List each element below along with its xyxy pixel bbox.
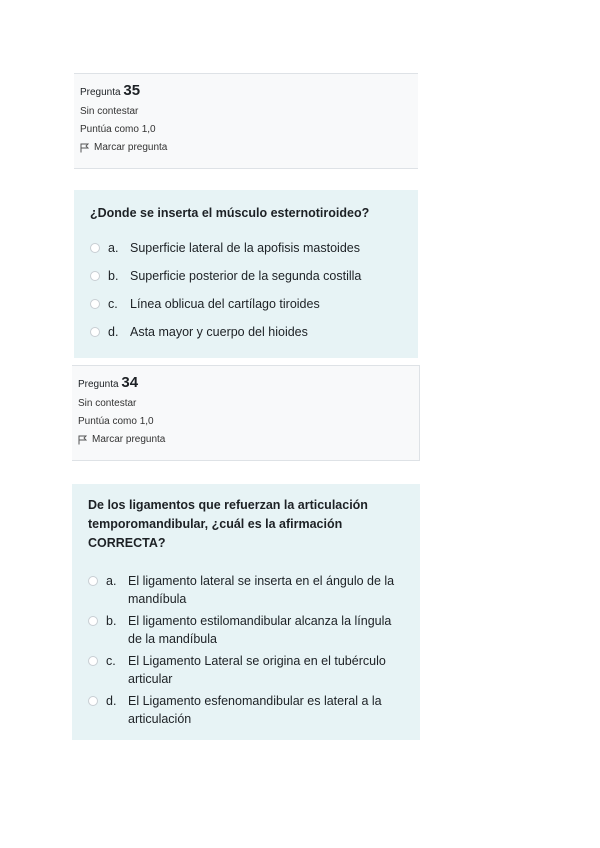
question-points: Puntúa como 1,0	[80, 124, 156, 135]
question-status: Sin contestar	[78, 398, 137, 409]
radio-button[interactable]	[88, 616, 98, 626]
question-text: ¿Donde se inserta el músculo esternotiroideo?	[90, 206, 370, 220]
question-content-34	[72, 484, 420, 740]
question-number-value: 35	[123, 82, 141, 99]
question-number-value: 34	[121, 374, 139, 391]
radio-button[interactable]	[88, 576, 98, 586]
radio-button[interactable]	[88, 696, 98, 706]
flag-question-label: Marcar pregunta	[94, 142, 168, 153]
answer-option-b[interactable]	[90, 267, 404, 285]
answer-letter: a.	[108, 241, 119, 255]
answer-text: El Ligamento esfenomandibular es lateral a la articulación	[128, 694, 382, 726]
answer-text: Superficie posterior de la segunda costilla	[130, 269, 362, 283]
answer-text: El ligamento estilomandibular alcanza la língula de la mandíbula	[128, 614, 392, 646]
answer-option-d[interactable]	[88, 692, 406, 728]
answer-letter: d.	[106, 694, 117, 708]
answer-option-b[interactable]	[88, 612, 406, 648]
radio-button[interactable]	[90, 271, 100, 281]
answer-text: Asta mayor y cuerpo del hioides	[130, 325, 308, 339]
answer-option-a[interactable]	[90, 239, 404, 257]
answer-list	[90, 239, 404, 341]
radio-button[interactable]	[90, 327, 100, 337]
question-info-34	[72, 365, 420, 461]
question-text: De los ligamentos que refuerzan la articulación temporomandibular, ¿cuál es la afirmación CORRECTA?	[88, 498, 368, 550]
question-number-prefix: Pregunta	[78, 379, 119, 390]
question-number-prefix: Pregunta	[80, 87, 121, 98]
question-info-35	[74, 73, 418, 169]
answer-option-c[interactable]	[88, 652, 406, 688]
question-status: Sin contestar	[80, 106, 139, 117]
answer-letter: c.	[106, 654, 116, 668]
flag-question-label: Marcar pregunta	[92, 434, 166, 445]
answer-list	[88, 572, 406, 728]
flag-question-link[interactable]	[78, 434, 413, 445]
answer-text: El ligamento lateral se inserta en el ángulo de la mandíbula	[128, 574, 395, 606]
question-number	[80, 82, 412, 99]
answer-text: El Ligamento Lateral se origina en el tubérculo articular	[128, 654, 386, 686]
answer-option-a[interactable]	[88, 572, 406, 608]
answer-option-c[interactable]	[90, 295, 404, 313]
radio-button[interactable]	[90, 243, 100, 253]
answer-text: Línea oblicua del cartílago tiroides	[130, 297, 320, 311]
answer-letter: a.	[106, 574, 117, 588]
answer-letter: b.	[106, 614, 117, 628]
flag-question-link[interactable]	[80, 142, 412, 153]
radio-button[interactable]	[90, 299, 100, 309]
answer-option-d[interactable]	[90, 323, 404, 341]
question-content-35	[74, 190, 418, 358]
question-points: Puntúa como 1,0	[78, 416, 154, 427]
answer-letter: c.	[108, 297, 118, 311]
answer-letter: b.	[108, 269, 119, 283]
radio-button[interactable]	[88, 656, 98, 666]
answer-letter: d.	[108, 325, 119, 339]
flag-icon	[78, 435, 87, 445]
question-number	[78, 374, 413, 391]
answer-text: Superficie lateral de la apofisis mastoides	[130, 241, 360, 255]
flag-icon	[80, 143, 89, 153]
